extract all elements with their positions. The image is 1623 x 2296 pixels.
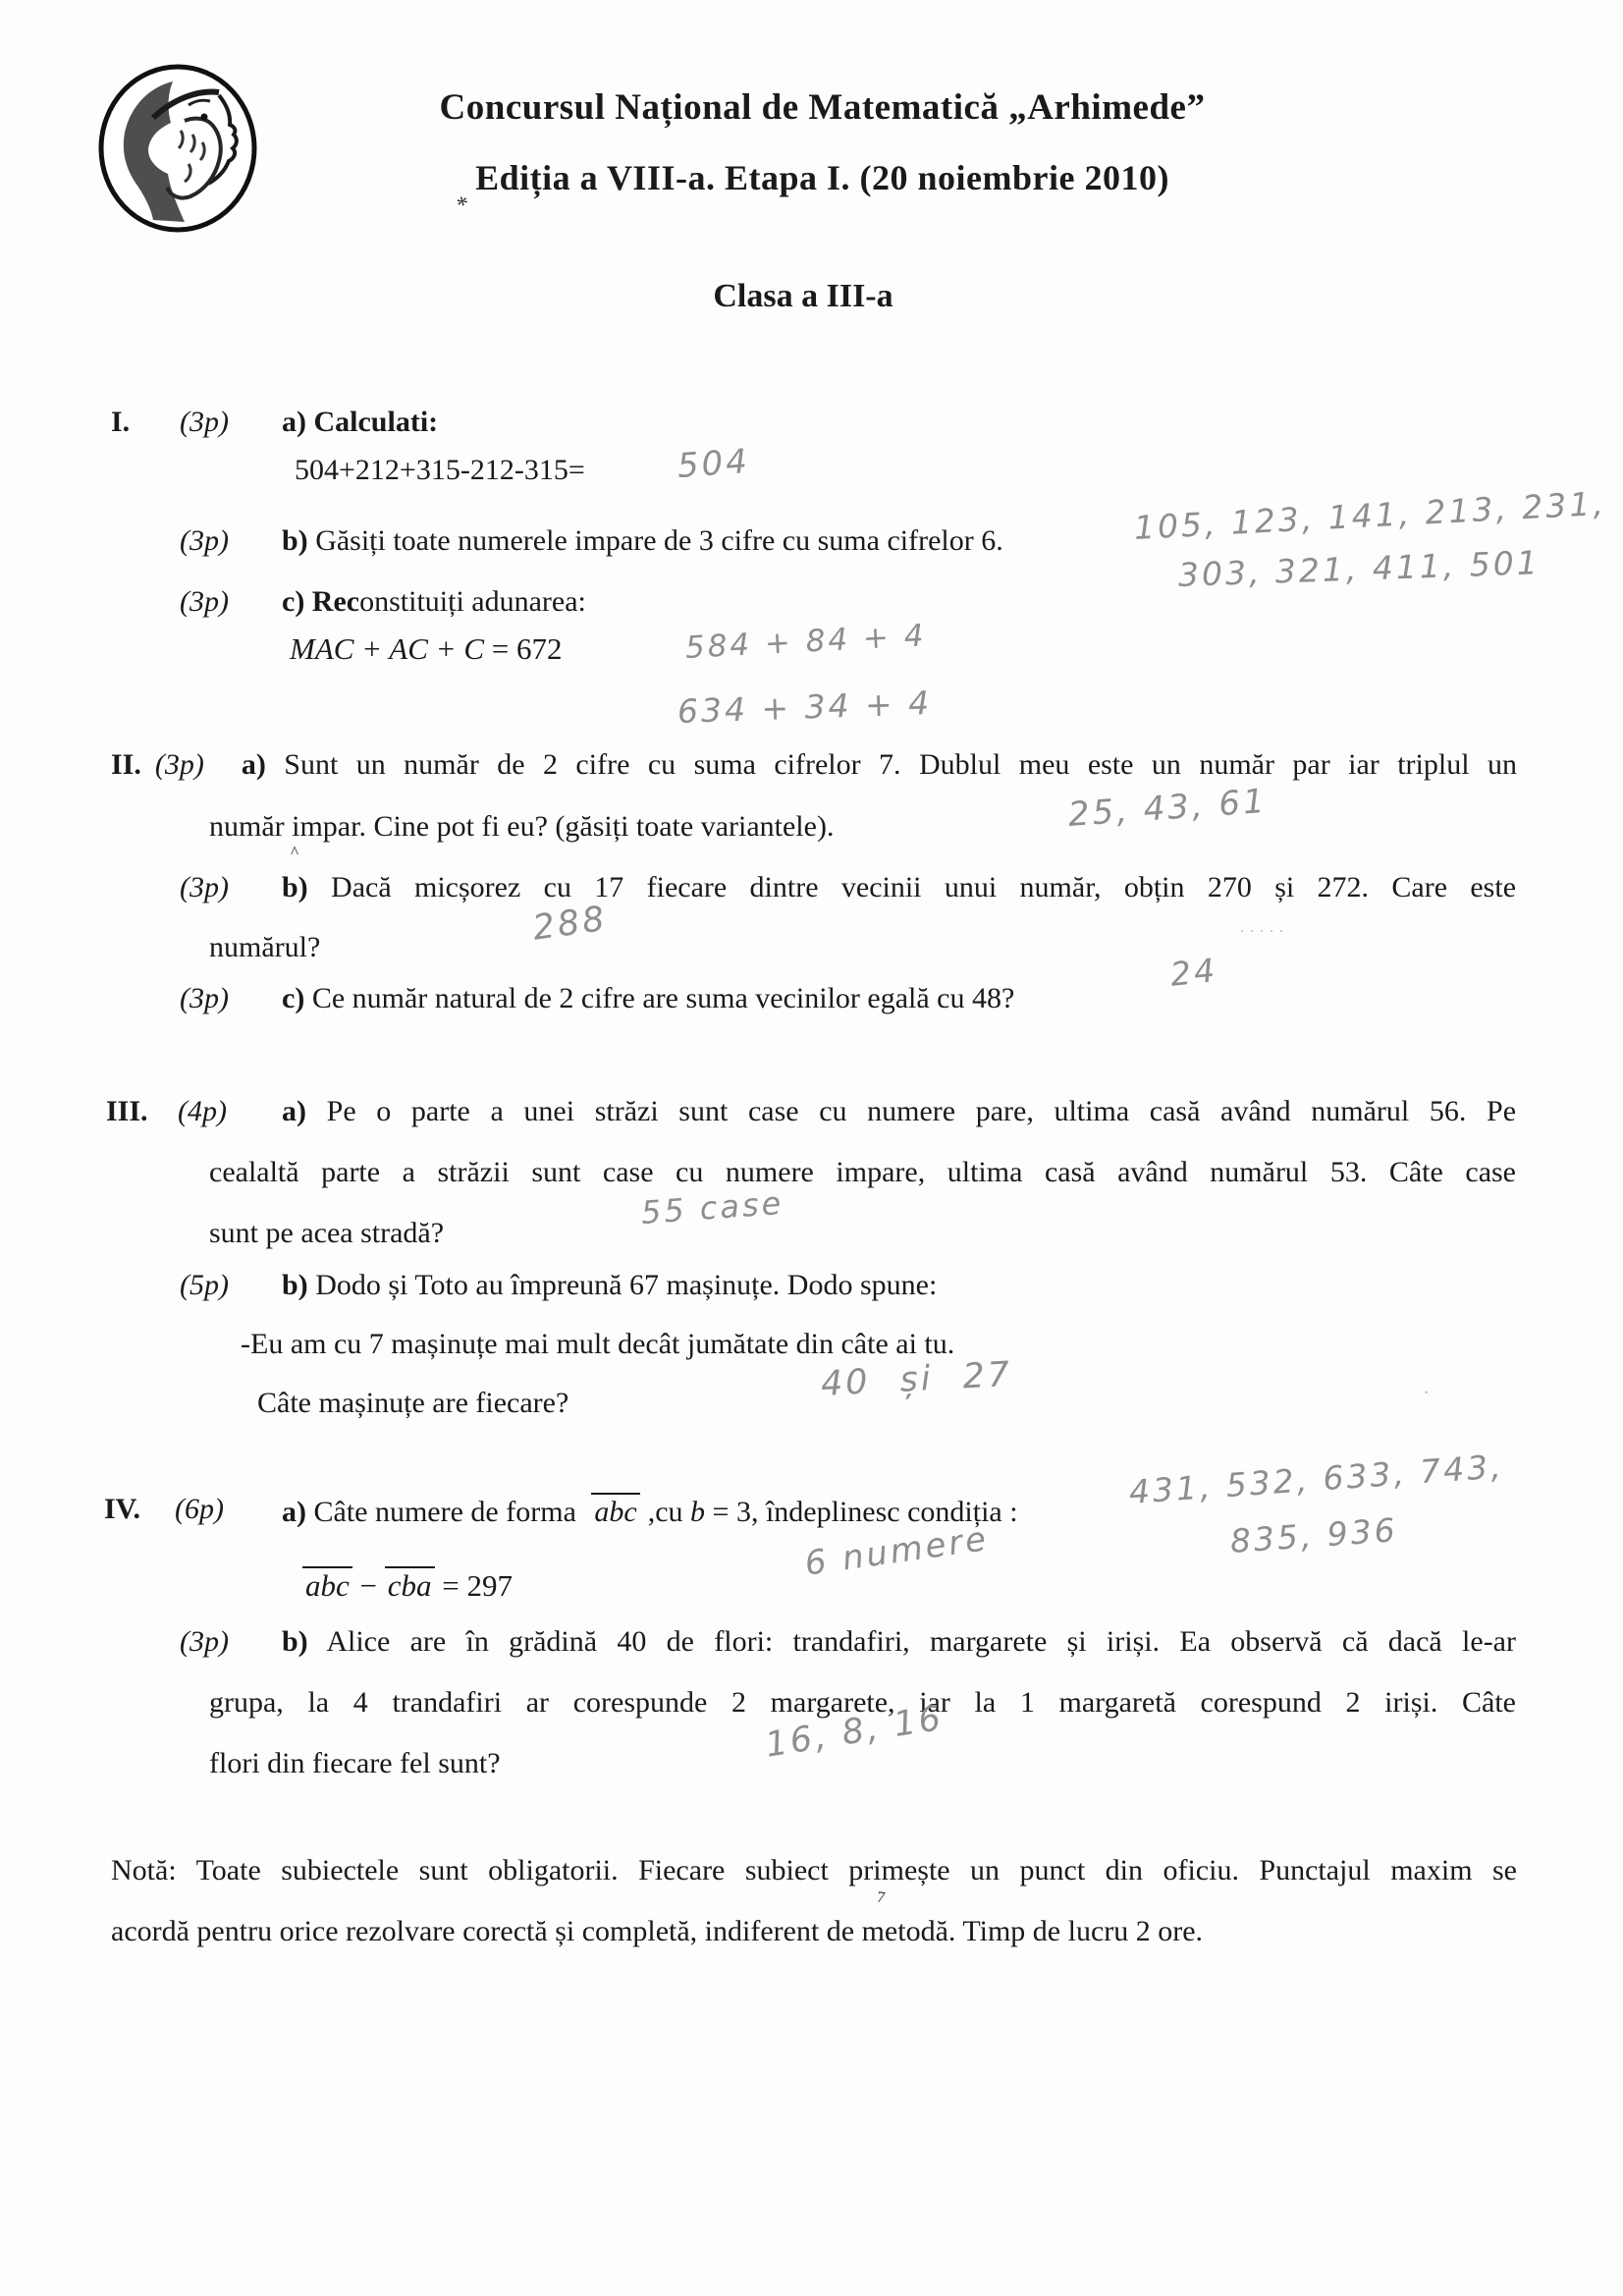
problem-4b-line2: grupa, la 4 trandafiri ar corespunde 2 margarete, iar la 1 margaretă corespund 2 iriși. Câte (209, 1686, 1516, 1719)
document-title: Concursul Național de Matematică „Arhimede” (439, 87, 1206, 128)
problem-2b-points: (3p) (180, 871, 229, 903)
problem-1-numeral: I. (111, 406, 131, 438)
problem-1b-text: Găsiți toate numerele impare de 3 cifre cu suma cifrelor 6. (315, 524, 1003, 557)
problem-4a-statement (282, 1493, 1018, 1529)
problem-1b-statement (282, 524, 1003, 558)
b-variable: b (690, 1496, 706, 1528)
handwritten-answer-1c-line2: 634 + 34 + 4 (676, 683, 933, 731)
problem-3a-line2: cealaltă parte a străzii sunt case cu numere impare, ultima casă având numărul 53. Câte case (209, 1156, 1516, 1188)
note-stray-mark: 7 (875, 1888, 887, 1907)
handwritten-answer-2a: 25, 43, 61 (1066, 781, 1269, 835)
problem-2a-line2: număr impar. Cine pot fi eu? (găsiți toate variantele). (209, 810, 835, 843)
problem-4a-equation (302, 1566, 513, 1604)
note-line1: Notă: Toate subiectele sunt obligatorii. Fiecare subiect primește un punct din oficiu. Punctajul maxim se (111, 1854, 1517, 1886)
handwritten-answer-1b-line2: 303, 321, 411, 501 (1177, 543, 1542, 594)
handwritten-answer-4a-count: 6 numere (802, 1518, 992, 1584)
problem-3-numeral: III. (106, 1095, 148, 1127)
edition-stray-mark: * (454, 191, 473, 220)
problem-4b-line3: flori din fiecare fel sunt? (209, 1747, 501, 1779)
problem-2c-text: Ce număr natural de 2 cifre are suma vecinilor egală cu 48? (311, 982, 1015, 1014)
handwritten-answer-2c: 24 (1167, 951, 1219, 994)
archimedes-medallion-icon (94, 61, 261, 236)
cine-caret-mark: ^ (291, 843, 298, 861)
problem-2b-label: b) (282, 871, 308, 903)
problem-3b-label: b) (282, 1269, 308, 1301)
problem-4b-text1: Alice are în grădină 40 de flori: trandafiri, margarete și iriși. Ea observă că dacă le-ar (326, 1625, 1516, 1658)
problem-2a-points: (3p) (154, 748, 204, 781)
problem-2a-label: a) (241, 748, 266, 781)
problem-3a-label: a) (282, 1095, 306, 1127)
faint-pencil-dashes: ····· (1239, 921, 1288, 941)
problem-1a-points: (3p) (180, 406, 229, 438)
handwritten-answer-4a-line1: 431, 532, 633, 743, (1127, 1447, 1505, 1511)
problem-1b-points: (3p) (180, 524, 229, 557)
problem-4a-text-pre: Câte numere de forma (313, 1496, 576, 1528)
abc-term: abc (302, 1566, 352, 1603)
class-title: Clasa a III-a (713, 278, 893, 314)
problem-2c-points: (3p) (180, 982, 229, 1014)
equation-result: = 672 (491, 631, 563, 666)
problem-4a-label: a) (282, 1496, 306, 1528)
problem-3b-line2: -Eu am cu 7 mașinuțe mai mult decât jumătate din câte ai tu. (241, 1328, 955, 1360)
document-subtitle: Ediția a VIII-a. Etapa I. (20 noiembrie 2010) (475, 158, 1169, 197)
problem-3a-line1 (282, 1095, 1516, 1128)
handwritten-answer-2b: 288 (530, 899, 610, 949)
problem-1c-statement (282, 585, 586, 619)
problem-3a-text1: Pe o parte a unei străzi sunt case cu numere pare, ultima casă având numărul 56. Pe (326, 1095, 1517, 1127)
handwritten-answer-1c-line1: 584 + 84 + 4 (684, 618, 928, 666)
abc-overline-term: abc (591, 1493, 639, 1528)
handwritten-answer-1b-line1: 105, 123, 141, 213, 231, (1132, 483, 1607, 547)
problem-4b-label: b) (282, 1625, 308, 1658)
problem-3b-points: (5p) (180, 1269, 229, 1301)
handwritten-answer-4a-line2: 835, 936 (1228, 1510, 1399, 1560)
problem-3a-points: (4p) (178, 1095, 227, 1127)
problem-2a-line1 (111, 748, 1517, 782)
problem-1c-points: (3p) (180, 585, 229, 618)
problem-3b-line1 (282, 1269, 937, 1302)
problem-3b-line3: Câte mașinuțe are fiecare? (257, 1387, 569, 1419)
problem-2b-line2: numărul? (209, 931, 321, 963)
problem-2-numeral: II. (111, 748, 141, 781)
handwritten-answer-4b: 16, 8, 16 (762, 1698, 947, 1766)
problem-4-numeral: IV. (104, 1493, 140, 1525)
problem-3a-line3: sunt pe acea stradă? (209, 1217, 445, 1249)
problem-2b-line1 (282, 871, 1516, 904)
problem-1c-label: c) Rec (282, 585, 360, 618)
handwritten-answer-1a: 504 (676, 441, 752, 486)
problem-4a-points: (6p) (175, 1493, 224, 1525)
stray-dot-mark: · (1423, 1380, 1431, 1404)
problem-1b-label: b) (282, 524, 308, 557)
problem-1c-equation (290, 631, 563, 667)
problem-3b-text1: Dodo și Toto au împreună 67 mașinuțe. Dodo spune: (315, 1269, 938, 1301)
handwritten-answer-3b: 40 și 27 (819, 1354, 1014, 1404)
problem-4b-points: (3p) (180, 1625, 229, 1658)
problem-2c-statement (282, 982, 1014, 1015)
minus-sign: − (359, 1568, 377, 1603)
problem-1a-expression: 504+212+315-212-315= (295, 454, 585, 486)
problem-1c-text: onstituiți adunarea: (359, 585, 586, 618)
problem-4a-text-mid: ,cu (647, 1496, 683, 1528)
equation-variables: MAC + AC + C (290, 631, 485, 666)
problem-4b-line1 (282, 1625, 1516, 1659)
handwritten-answer-3a: 55 case (639, 1183, 785, 1231)
problem-2a-text1: Sunt un număr de 2 cifre cu suma cifrelor 7. Dublul meu este un număr par iar triplul un (284, 748, 1517, 781)
problem-1a-statement: a) Calculati: (282, 406, 439, 438)
equation-result-297: = 297 (442, 1568, 513, 1603)
problem-2b-text1: Dacă micșorez cu 17 fiecare dintre vecinii unui număr, obțin 270 și 272. Care este (331, 871, 1517, 903)
problem-2c-label: c) (282, 982, 305, 1014)
cba-term: cba (385, 1566, 435, 1603)
note-line2: acordă pentru orice rezolvare corectă și completă, indiferent de metodă. Timp de lucru 2 ore. (111, 1915, 1204, 1947)
problem-4a-text-post: = 3, îndeplinesc condiția : (712, 1496, 1018, 1528)
archimedes-logo (94, 61, 261, 236)
